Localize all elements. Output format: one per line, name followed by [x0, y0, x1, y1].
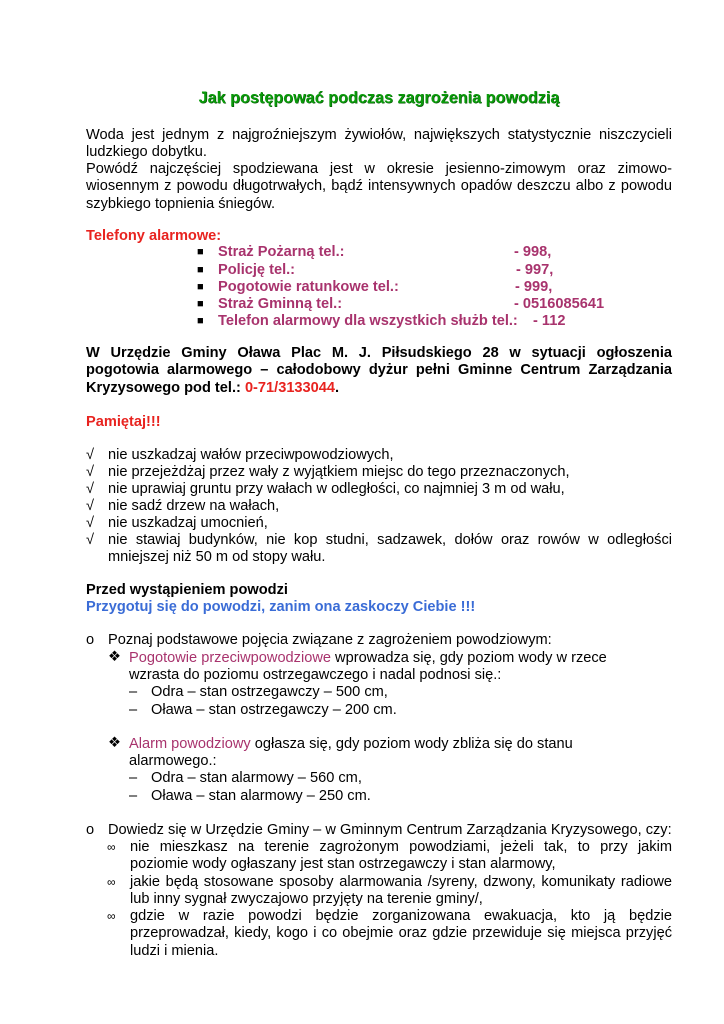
phone-label: Straż Gminną tel.: — [218, 296, 343, 312]
list-item-text: Dowiedz się w Urzędzie Gminy – w Gminnym Centrum Zarządzania Kryzysowego, czy: — [108, 822, 672, 838]
dash-bullet-icon: – — [129, 702, 138, 718]
level-item — [129, 770, 362, 787]
infinity-bullet-icon: ∞ — [107, 840, 116, 854]
list-item-text: nie przejeżdżaj przez wały z wyjątkiem miejsc do tego przeznaczonych, — [108, 464, 570, 480]
alarm-definition — [108, 736, 608, 771]
level-item — [129, 788, 371, 805]
sub-item-text: nie mieszkasz na terenie zagrożonym powodziami, jeżeli tak, to przy jakim poziomie wody ogłaszany jest stan ostrzegawczy i stan alarmowy, — [130, 839, 672, 873]
level-text: Odra – stan alarmowy – 560 cm, — [151, 770, 362, 786]
sub-item — [107, 839, 672, 874]
intro-paragraph-2: Powódź najczęściej spodziewana jest w okresie jesienno-zimowym oraz zimowo-wiosennym z powodu długotrwałych, bądź intensywnych opadów deszczu albo z powodu szybkiego topnienia śniegów. — [86, 161, 672, 212]
check-icon: √ — [86, 481, 95, 497]
dash-bullet-icon: – — [129, 788, 138, 804]
diamond-bullet-icon: ❖ — [108, 735, 122, 751]
list-item-text: nie uszkadzaj wałów przeciwpowodziowych, — [108, 447, 394, 463]
sub-item-text: gdzie w razie powodzi będzie zorganizowana ewakuacja, kto ją będzie przeprowadzał, kiedy, kogo i co obejmie oraz gdzie przewiduje się miejsca przyjęć ludzi i mienia. — [130, 908, 672, 959]
sub-item — [107, 908, 672, 960]
circle-bullet-icon: o — [86, 822, 95, 838]
alarm-description: ogłasza się, gdy poziom wody zbliża się do stanu alarmowego.: — [129, 736, 573, 770]
list-item — [86, 822, 672, 839]
list-item — [86, 515, 672, 532]
check-icon: √ — [86, 464, 95, 480]
phone-number: - 999, — [515, 279, 553, 295]
square-bullet-icon: ■ — [197, 315, 204, 327]
list-item-text: nie uszkadzaj umocnień, — [108, 515, 268, 531]
list-item — [86, 532, 672, 567]
alarm-term: Alarm powodziowy — [129, 736, 251, 752]
office-phone: 0-71/3133044 — [244, 379, 336, 396]
pogotowie-term: Pogotowie przeciwpowodziowe — [129, 650, 331, 666]
phone-number: - 0516085641 — [514, 296, 605, 312]
dash-bullet-icon: – — [129, 684, 138, 700]
list-item — [86, 498, 672, 515]
check-icon: √ — [86, 515, 95, 531]
sub-item — [107, 874, 672, 909]
list-item — [86, 447, 672, 464]
phone-label: Telefon alarmowy dla wszystkich służb tel.: — [218, 313, 518, 329]
square-bullet-icon: ■ — [197, 264, 204, 276]
infinity-bullet-icon: ∞ — [107, 909, 116, 923]
phone-number: - 998, — [514, 244, 552, 260]
level-text: Odra – stan ostrzegawczy – 500 cm, — [151, 684, 388, 700]
list-item-text: nie uprawiaj gruntu przy wałach w odległości, co najmniej 3 m od wału, — [108, 481, 565, 497]
pogotowie-definition — [108, 650, 628, 685]
list-item — [86, 464, 672, 481]
list-item — [86, 632, 672, 649]
diamond-bullet-icon: ❖ — [108, 649, 122, 665]
check-icon: √ — [86, 447, 95, 463]
office-paragraph — [86, 345, 672, 397]
office-end: . — [335, 379, 340, 396]
circle-bullet-icon: o — [86, 632, 95, 648]
sub-item-text: jakie będą stosowane sposoby alarmowania /syreny, dzwony, komunikaty radiowe lub inny sygnał zwyczajowo przyjęty na terenie gminy/, — [130, 874, 672, 908]
level-item — [129, 684, 388, 701]
square-bullet-icon: ■ — [197, 246, 204, 258]
list-item — [86, 481, 672, 498]
list-item-text: nie stawiaj budynków, nie kop studni, sadzawek, dołów oraz rowów w odległości mniejszej niż 50 m od stopy wału. — [108, 532, 672, 566]
page-title: Jak postępować podczas zagrożenia powodzią — [198, 89, 560, 107]
square-bullet-icon: ■ — [197, 281, 204, 293]
level-text: Oława – stan ostrzegawczy – 200 cm. — [151, 702, 397, 718]
list-item-text: Poznaj podstawowe pojęcia związane z zagrożeniem powodziowym: — [108, 632, 552, 648]
phone-number: - 112 — [533, 313, 566, 329]
level-item — [129, 702, 397, 719]
phone-label: Policję tel.: — [218, 262, 296, 278]
list-item-text: nie sadź drzew na wałach, — [108, 498, 280, 514]
before-subheading: Przygotuj się do powodzi, zanim ona zaskoczy Ciebie !!! — [86, 599, 476, 615]
office-text: W Urzędzie Gminy Oława Plac M. J. Piłsudskiego 28 w sytuacji ogłoszenia pogotowia alarmowego – całodobowy dyżur pełni Gminne Centrum Zarządzania Kryzysowego pod tel.: — [86, 345, 672, 396]
intro-paragraph-1: Woda jest jednym z najgroźniejszym żywiołów, największych statystycznie niszczycieli ludzkiego dobytku. — [86, 127, 672, 161]
phones-heading: Telefony alarmowe: — [86, 228, 222, 244]
remember-heading: Pamiętaj!!! — [86, 414, 161, 430]
before-heading: Przed wystąpieniem powodzi — [86, 582, 288, 598]
pogotowie-description: wprowadza się, gdy poziom wody w rzece wzrasta do poziomu ostrzegawczego i nadal podnosi się.: — [129, 650, 607, 684]
phone-label: Straż Pożarną tel.: — [218, 244, 345, 260]
level-text: Oława – stan alarmowy – 250 cm. — [151, 788, 371, 804]
phone-number: - 997, — [516, 262, 554, 278]
phone-label: Pogotowie ratunkowe tel.: — [218, 279, 399, 295]
square-bullet-icon: ■ — [197, 298, 204, 310]
dash-bullet-icon: – — [129, 770, 138, 786]
infinity-bullet-icon: ∞ — [107, 875, 116, 889]
check-icon: √ — [86, 532, 95, 548]
check-icon: √ — [86, 498, 95, 514]
